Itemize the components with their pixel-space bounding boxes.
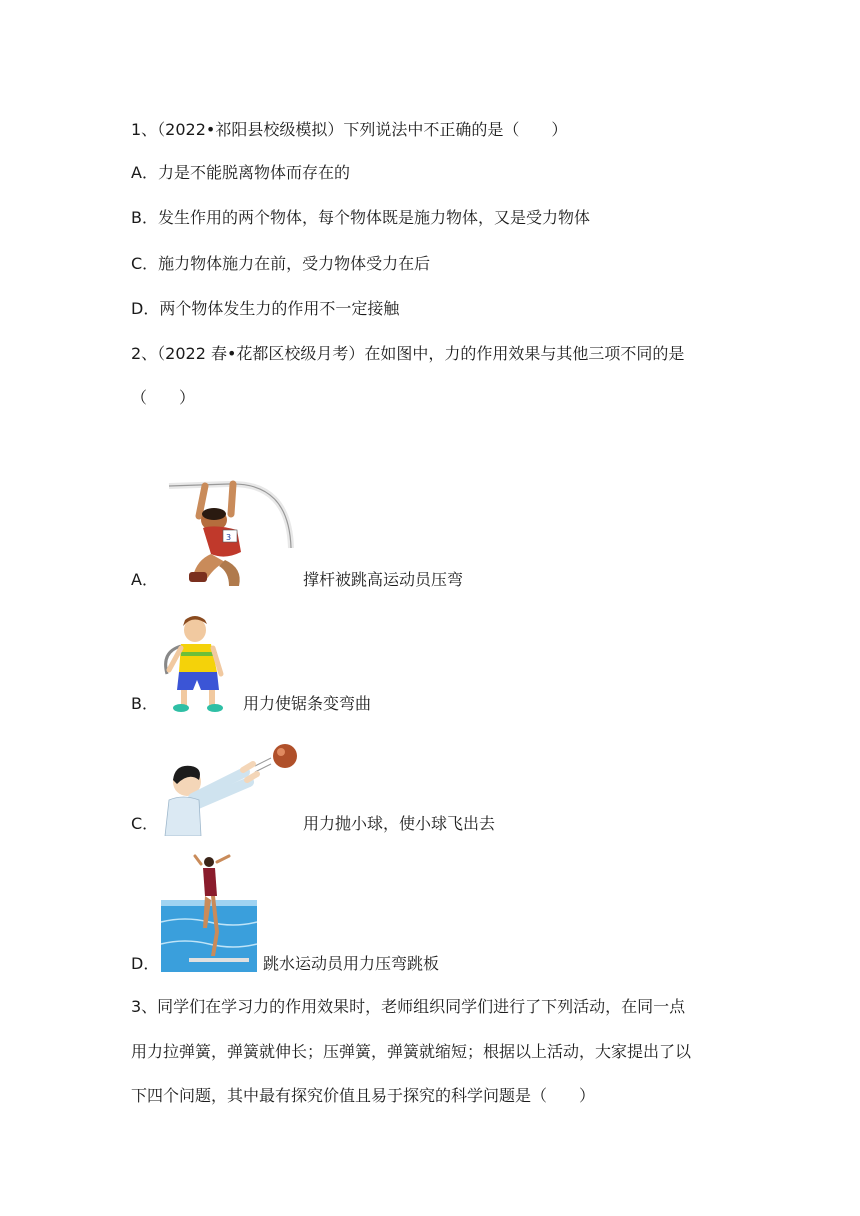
q2-option-c-letter: C． bbox=[131, 814, 159, 833]
diving-board-figure bbox=[159, 852, 259, 976]
saw-blade-bending-figure bbox=[159, 612, 239, 716]
q2-option-d-caption: 跳水运动员用力压弯跳板 bbox=[263, 954, 440, 973]
q2-option-a-caption: 撑杆被跳高运动员压弯 bbox=[303, 570, 464, 589]
q2-option-b-letter: B． bbox=[131, 694, 158, 713]
q2-option-a-letter: A． bbox=[131, 570, 158, 589]
q2-option-c bbox=[131, 740, 495, 836]
q2-stem-line2: （ ） bbox=[131, 388, 196, 407]
q1-option-d: D．两个物体发生力的作用不一定接触 bbox=[131, 299, 400, 318]
q2-option-d-letter: D． bbox=[131, 954, 160, 973]
q3-line3: 下四个问题，其中最有探究价值且易于探究的科学问题是（ ） bbox=[131, 1086, 596, 1105]
pole-vault-figure bbox=[159, 468, 299, 592]
q1-option-b: B．发生作用的两个物体，每个物体既是施力物体，又是受力物体 bbox=[131, 208, 590, 227]
ball-throw-figure bbox=[159, 740, 299, 836]
q2-option-d bbox=[131, 852, 439, 976]
q1-stem: 1、（2022•祁阳县校级模拟）下列说法中不正确的是（ ） bbox=[131, 120, 568, 139]
q3-line2: 用力拉弹簧，弹簧就伸长；压弹簧，弹簧就缩短；根据以上活动，大家提出了以 bbox=[131, 1042, 692, 1061]
q2-option-b-caption: 用力使锯条变弯曲 bbox=[243, 694, 372, 713]
q2-option-b bbox=[131, 612, 371, 716]
q2-stem-line1: 2、（2022 春•花都区校级月考）在如图中，力的作用效果与其他三项不同的是 bbox=[131, 344, 685, 363]
q1-option-c: C．施力物体施力在前，受力物体受力在后 bbox=[131, 254, 431, 273]
svg-text:3: 3 bbox=[226, 533, 232, 542]
q2-option-a bbox=[131, 468, 463, 592]
q2-option-c-caption: 用力抛小球，使小球飞出去 bbox=[303, 814, 496, 833]
q3-line1: 3、同学们在学习力的作用效果时，老师组织同学们进行了下列活动，在同一点 bbox=[131, 997, 686, 1016]
q1-option-a: A．力是不能脱离物体而存在的 bbox=[131, 163, 350, 182]
